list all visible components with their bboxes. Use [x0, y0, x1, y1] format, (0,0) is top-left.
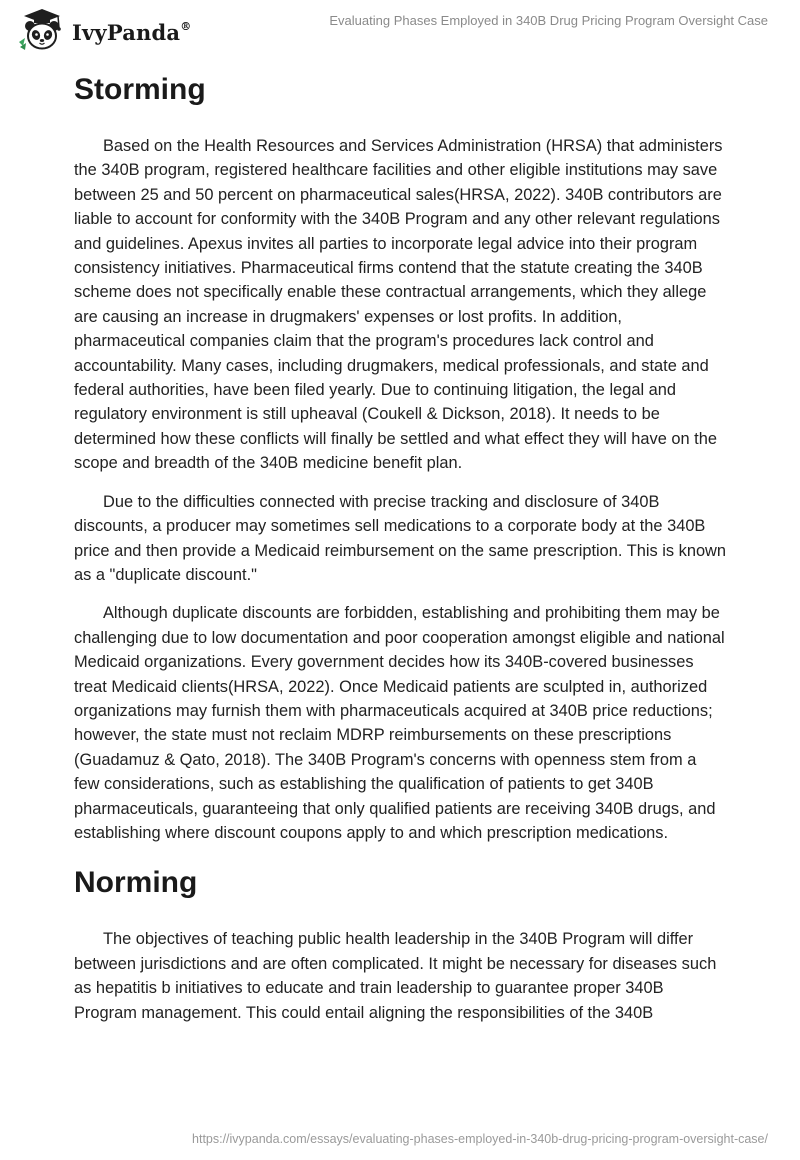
paragraph: The objectives of teaching public health leadership in the 340B Program will differ between jurisdictions and are often complicated. It might be necessary for diseases such as hepatitis b initiatives to educate and train leadership to guarantee proper 340B Program management. This could entail aligning the responsibilities of the 340B — [74, 930, 717, 1022]
document-title: Evaluating Phases Employed in 340B Drug Pricing Program Oversight Case — [329, 13, 768, 28]
brand-name: IvyPanda® — [72, 19, 192, 45]
section-heading-storming: Storming — [74, 73, 206, 106]
paragraph: Based on the Health Resources and Services Administration (HRSA) that administers the 340B program, registered healthcare facilities and other eligible institutions may save between 25 and 50 percent on pharmaceutical sales(HRSA, 2022). 340B contributors are liable to account for conformity with the 340B Program and any other relevant regulations and guidelines. Apexus invites all parties to incorporate legal advice into their program consistency initiatives. Pharmaceutical firms contend that the statute creating the 340B scheme does not specifically enable these contractual arrangements, which they allege are causing an increase in drugmakers' expenses or lost profits. In addition, pharmaceutical companies claim that the program's procedures lack control and accountability. Many cases, including drugmakers, medical professionals, and state and federal authorities, have been filed yearly. Due to continuing litigation, the legal and regulatory environment is still upheaval (Coukell & Dickson, 2018). It needs to be determined how these conflicts will finally be settled and what effect they will have on the scope and breadth of the 340B medicine benefit plan. — [74, 137, 723, 473]
ivypanda-logo[interactable] — [14, 8, 191, 52]
page-header — [0, 0, 800, 64]
paragraph: Although duplicate discounts are forbidden, establishing and prohibiting them may be challenging due to low documentation and poor cooperation amongst eligible and national Medicaid organizations. Every government decides how its 340B-covered businesses treat Medicaid clients(HRSA, 2022). Once Medicaid patients are sculpted in, authorized organizations may furnish them with pharmaceuticals acquired at 340B price reductions; however, the state must not reclaim MDRP reimbursements on these prescriptions (Guadamuz & Qato, 2018). The 340B Program's concerns with openness stem from a few considerations, such as establishing the qualification of patients to get 340B pharmaceuticals, guaranteeing that only qualified patients are receiving 340B drugs, and establishing where discount coupons apply to and which prescription medications. — [74, 604, 725, 842]
essay-body — [74, 70, 726, 1025]
source-url[interactable]: https://ivypanda.com/essays/evaluating-phases-employed-in-340b-drug-pricing-program-oversight-case/ — [192, 1132, 768, 1146]
panda-graduate-icon — [14, 8, 70, 52]
section-heading-norming: Norming — [74, 866, 198, 900]
paragraph: Due to the difficulties connected with precise tracking and disclosure of 340B discounts, a producer may sometimes sell medications to a corporate body at the 340B price and then provide a Medicaid reimbursement on the same prescription. This is known as a "duplicate discount." — [74, 492, 727, 584]
